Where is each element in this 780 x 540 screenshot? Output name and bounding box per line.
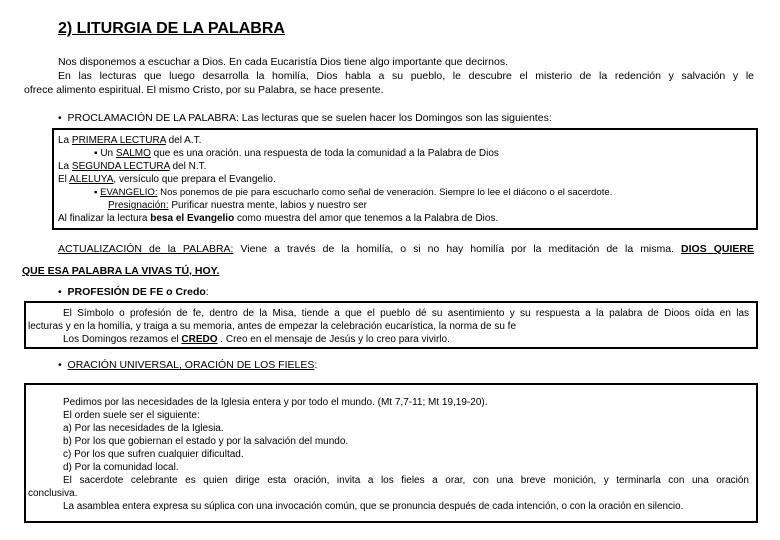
oracion-line: La asamblea entera expresa su súplica con una invocación común, que se pronuncia después de cada intención, o con la oración en silencio. <box>63 501 684 512</box>
credo: CREDO <box>181 334 218 345</box>
oracion-line: b) Por los que gobiernan el estado y por la salvación del mundo. <box>63 436 349 447</box>
sub-bullet: ▪ <box>94 148 98 159</box>
salmo-link: SALMO <box>115 148 151 159</box>
oracion-line: d) Por la comunidad local. <box>63 462 179 473</box>
evangelio-link: EVANGELIO: <box>100 187 158 198</box>
oracion-heading <box>58 358 317 373</box>
aleluya-link: ALELUYA <box>69 174 114 185</box>
profesion-title: PROFESIÓN DE FE o Credo <box>67 286 206 298</box>
actualizacion-line-1 <box>58 242 754 257</box>
proclamacion-title: PROCLAMACIÓN DE LA PALABRA: <box>67 112 239 124</box>
primera-lectura-link: PRIMERA LECTURA <box>71 135 166 146</box>
profesion-prefix: Los Domingos rezamos el <box>63 334 182 345</box>
reading-final <box>58 212 498 225</box>
profesion-line-1: El Símbolo o profesión de fe, dentro de la Misa, tiende a que el pueblo dé su asentimiento y su respuesta a la palabra de Dioos oída en las <box>63 308 749 319</box>
actualizacion-line-2: QUE ESA PALABRA LA VIVAS TÚ, HOY. <box>22 265 220 277</box>
reading-suffix: como muestra del amor que tenemos a la Palabra de Dios. <box>234 213 499 224</box>
reading-salmo <box>94 147 499 160</box>
reading-prefix: El <box>58 174 70 185</box>
oracion-line: a) Por las necesidades de la Iglesia. <box>63 423 224 434</box>
reading-segunda <box>58 160 206 173</box>
oracion-line: El sacerdote celebrante es quien dirige esta oración, invita a los fieles a orar, con una breve monición, y terminarla con una oración <box>63 475 749 486</box>
reading-primera <box>58 134 201 147</box>
proclamacion-text: Las lecturas que se suelen hacer los Domingos son las siguientes: <box>238 112 552 124</box>
oracion-line: El orden suele ser el siguiente: <box>63 410 200 421</box>
reading-suffix: del N.T. <box>169 161 207 172</box>
reading-suffix: Purificar nuestra mente, labios y nuestro ser <box>168 200 368 211</box>
intro-line-2: En las lecturas que luego desarrolla la homilía, Dios habla a su pueblo, le descubre el misterio de la redención y salvación y le <box>58 70 754 82</box>
reading-aleluya <box>58 173 276 186</box>
reading-evangelio <box>94 186 612 199</box>
proclamacion-heading <box>58 111 552 126</box>
reading-suffix: , versículo que prepara el Evangelio. <box>113 174 276 185</box>
besa-evangelio: besa el Evangelio <box>150 213 235 224</box>
intro-line-3: ofrece alimento espiritual. El mismo Cristo, por su Palabra, se hace presente. <box>24 84 384 96</box>
actualizacion-text: Viene a través de la homilía, o si no hay homilía por la meditación de la misma. <box>233 243 682 255</box>
reading-prefix: Al finalizar la lectura <box>58 213 151 224</box>
reading-prefix: La <box>58 161 72 172</box>
oracion-line: c) Por los que sufren cualquier dificultad. <box>63 449 244 460</box>
oracion-line: conclusiva. <box>28 488 78 499</box>
sub-bullet: ▪ <box>94 187 98 198</box>
bullet: • <box>58 112 62 124</box>
profesion-suffix: . Creo en el mensaje de Jesús y lo creo para vivirlo. <box>217 334 450 345</box>
presignacion-link: Presignación: <box>108 200 169 211</box>
dios-quiere: DIOS QUIERE <box>681 243 754 255</box>
profesion-line-3 <box>63 333 450 346</box>
bullet: • <box>58 359 62 371</box>
bullet: • <box>58 286 62 298</box>
reading-suffix: Nos ponemos de pie para escucharlo como señal de veneración. Siempre lo lee el diácono o el sacerdote. <box>157 187 613 198</box>
reading-prefix: Un <box>100 148 116 159</box>
profesion-heading <box>58 285 209 300</box>
actualizacion-link: ACTUALIZACIÓN de la PALABRA: <box>58 243 234 255</box>
page-title: 2) LITURGIA DE LA PALABRA <box>58 20 285 37</box>
oracion-line: Pedimos por las necesidades de la Iglesia entera y por todo el mundo. (Mt 7,7-11; Mt 19,19-20). <box>63 397 488 408</box>
profesion-line-2: lecturas y en la homilía, y traiga a su memoria, antes de empezar la celebración eucarística, la norma de su fe <box>28 321 517 332</box>
colon: : <box>205 286 209 298</box>
oracion-title: ORACIÓN UNIVERSAL, ORACIÓN DE LOS FIELES <box>67 359 315 371</box>
reading-prefix: La <box>58 135 72 146</box>
reading-presignacion <box>108 199 367 212</box>
intro-line-1: Nos disponemos a escuchar a Dios. En cada Eucaristía Dios tiene algo importante que decirnos. <box>58 56 508 68</box>
colon: : <box>314 359 318 371</box>
segunda-lectura-link: SEGUNDA LECTURA <box>71 161 170 172</box>
reading-suffix: del A.T. <box>165 135 202 146</box>
reading-suffix: que es una oración. una respuesta de toda la comunidad a la Palabra de Dios <box>150 148 499 159</box>
